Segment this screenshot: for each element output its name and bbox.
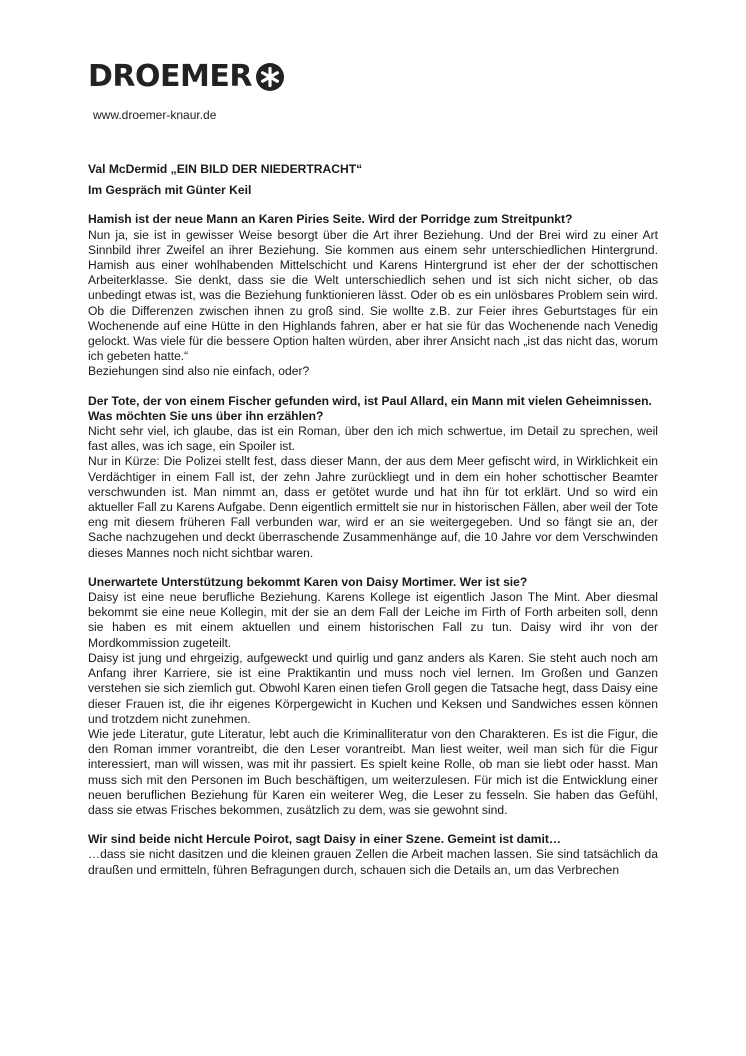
answer-paragraph: Wie jede Literatur, gute Literatur, lebt auch die Kriminalliteratur von den Charakteren. Es ist die Figur, die den Roman immer vorantreibt, die den Leser vorantreibt. Man liest weiter, weil man sich für die Figur interessiert, man will wissen, was mit ihr passiert. Es spielt keine Rolle, ob man sie liebt oder hasst. Man muss sich mit den Personen im Buch beschäftigen, um weiterzulesen. Für mich ist die Entwicklung einer neuen beruflichen Beziehung für Karen ein weiterer Weg, die Leser zu fesseln. Sie haben das Gefühl, dass sie etwas Frisches bekommen, zusätzlich zu dem, was sie gewohnt sind. [88, 726, 658, 817]
logo-wordmark: DROEMER [88, 59, 252, 94]
interview-body [88, 162, 658, 878]
publisher-logo [88, 59, 285, 94]
answer-paragraph: Nicht sehr viel, ich glaube, das ist ein Roman, über den ich mich schwertue, im Detail zu sprechen, weil fast alles, was ich sage, ein Spoiler ist. [88, 424, 658, 454]
asterisk-circle-icon [255, 62, 285, 92]
document-title: Val McDermid „EIN BILD DER NIEDERTRACHT“ [88, 162, 363, 176]
answer-paragraph: Nun ja, sie ist in gewisser Weise besorgt über die Art ihrer Beziehung. Und der Brei wird zu einer Art Sinnbild ihrer Zweifel an ihrer Beziehung. Sie kommen aus einem sehr unterschiedlichen Hintergrund. Hamish aus einer wohlhabenden Mittelschicht und Karens Hintergrund ist eher der der schottischen Arbeiterklasse. Sie denkt, dass sie die Welt unterschiedlich sehen und ist sich nicht sicher, ob das unbedingt etwas ist, was die Beziehung funktionieren lässt. Oder ob es ein unlösbares Problem sein wird. Ob die Differenzen zwischen ihnen zu groß sind. Sie wollte z.B. zur Feier ihres Geburtstages für ein Wochenende auf eine Hütte in den Highlands fahren, aber er hat sie für das Wochenende nach Venedig gelockt. Was viele für die bessere Option halten würden, aber ihrer Ansicht nach „ist das nicht das, worum ich gebeten hatte.“ [88, 227, 658, 364]
qa-section [88, 212, 658, 379]
answer-paragraph: Daisy ist jung und ehrgeizig, aufgeweckt und quirlig und ganz anders als Karen. Sie steht auch noch am Anfang ihrer Karriere, sie ist eine Praktikantin und muss noch viel lernen. Im Großen und Ganzen verstehen sie sich ziemlich gut. Obwohl Karen einen tiefen Groll gegen die Tatsache hegt, dass Daisy eine dieser Frauen ist, die ihr eigenes Körpergewicht in Kuchen und Keksen und Sandwiches essen können und trotzdem nicht zunehmen. [88, 650, 658, 726]
answer-paragraph: Beziehungen sind also nie einfach, oder? [88, 364, 310, 379]
answer-paragraph: …dass sie nicht dasitzen und die kleinen grauen Zellen die Arbeit machen lassen. Sie sind tatsächlich da draußen und ermitteln, führen Befragungen durch, schauen sich die Details an, um das Verbrechen [88, 847, 658, 877]
question: Der Tote, der von einem Fischer gefunden wird, ist Paul Allard, ein Mann mit vielen Geheimnissen. Was möchten Sie uns über ihn erzählen? [88, 393, 652, 423]
question: Unerwartete Unterstützung bekommt Karen von Daisy Mortimer. Wer ist sie? [88, 574, 528, 589]
qa-section [88, 832, 658, 878]
answer-paragraph: Nur in Kürze: Die Polizei stellt fest, dass dieser Mann, der aus dem Meer gefischt wird, in Wirklichkeit ein Verdächtiger in einem Fall ist, der zehn Jahre zurückliegt und in dem ein hoher schottischer Beamter verschwunden ist. Man nimmt an, dass er getötet wurde und hat ihn für tot erklärt. Und so wird ein aktueller Fall zu Karens Aufgabe. Denn eigentlich ermittelt sie nur in historischen Fällen, aber weil der Tote eng mit diesem früheren Fall verbunden war, wird er an sie weitergegeben. Und so fängt sie an, der Sache nachzugehen und deckt überraschende Zusammenhänge auf, die 10 Jahre vor dem Verschwinden dieses Mannes noch nicht sichtbar waren. [88, 454, 658, 560]
document-subtitle: Im Gespräch mit Günter Keil [88, 183, 252, 198]
answer-paragraph: Daisy ist eine neue berufliche Beziehung. Karens Kollege ist eigentlich Jason The Mint. Aber diesmal bekommt sie eine neue Kollegin, mit der sie an dem Fall der Leiche im Firth of Forth arbeiten soll, denn sie haben es mit einem aktuellen und einem historischen Fall zu tun. Daisy wird ihr von der Mordkommission zugeteilt. [88, 590, 658, 650]
question: Wir sind beide nicht Hercule Poirot, sagt Daisy in einer Szene. Gemeint ist damit… [88, 832, 562, 847]
publisher-url: www.droemer-knaur.de [93, 108, 217, 122]
question: Hamish ist der neue Mann an Karen Piries Seite. Wird der Porridge zum Streitpunkt? [88, 212, 573, 227]
qa-section [88, 394, 658, 561]
qa-section [88, 575, 658, 818]
